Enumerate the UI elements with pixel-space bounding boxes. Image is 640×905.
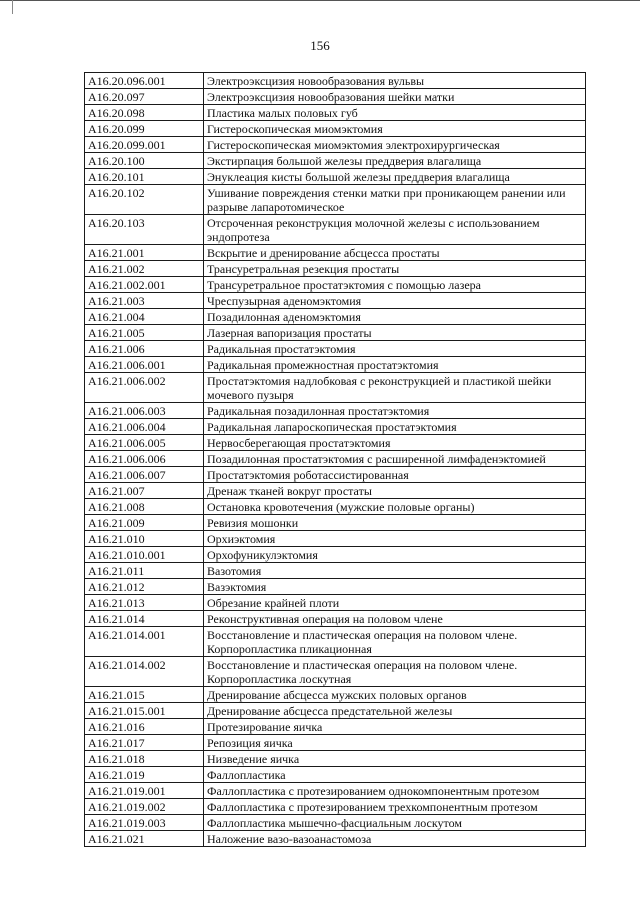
procedure-code: A16.20.100 bbox=[85, 153, 204, 169]
procedure-name: Дренаж тканей вокруг простаты bbox=[204, 483, 586, 499]
procedure-name: Трансуретральное простатэктомия с помощью лазера bbox=[204, 277, 586, 293]
procedure-code: A16.21.007 bbox=[85, 483, 204, 499]
procedure-code: A16.21.015.001 bbox=[85, 703, 204, 719]
procedure-code: A16.21.011 bbox=[85, 563, 204, 579]
table-row bbox=[85, 627, 586, 657]
procedure-code: A16.20.096.001 bbox=[85, 73, 204, 89]
procedure-code: A16.21.015 bbox=[85, 687, 204, 703]
procedure-code: A16.21.018 bbox=[85, 751, 204, 767]
table-row bbox=[85, 435, 586, 451]
table-row bbox=[85, 687, 586, 703]
table-row bbox=[85, 751, 586, 767]
table-row bbox=[85, 325, 586, 341]
procedure-name: Фаллопластика с протезированием однокомпонентным протезом bbox=[204, 783, 586, 799]
procedure-name: Репозиция яичка bbox=[204, 735, 586, 751]
procedure-code: A16.21.002 bbox=[85, 261, 204, 277]
procedure-name: Простатэктомия роботассистированная bbox=[204, 467, 586, 483]
procedure-code: A16.20.097 bbox=[85, 89, 204, 105]
table-row bbox=[85, 169, 586, 185]
procedure-name: Фаллопластика мышечно-фасциальным лоскутом bbox=[204, 815, 586, 831]
table-row bbox=[85, 499, 586, 515]
procedure-name: Наложение вазо-вазоанастомоза bbox=[204, 831, 586, 847]
table-row bbox=[85, 419, 586, 435]
procedure-name: Радикальная простатэктомия bbox=[204, 341, 586, 357]
page-corner-mark bbox=[12, 0, 13, 14]
procedure-code: A16.20.099.001 bbox=[85, 137, 204, 153]
table-row bbox=[85, 611, 586, 627]
procedure-name: Орхофуникулэктомия bbox=[204, 547, 586, 563]
table-row bbox=[85, 515, 586, 531]
procedure-code: A16.20.099 bbox=[85, 121, 204, 137]
procedure-name: Гистероскопическая миомэктомия электрохирургическая bbox=[204, 137, 586, 153]
table-row bbox=[85, 703, 586, 719]
procedure-name: Восстановление и пластическая операция на половом члене. Корпоропластика пликационная bbox=[204, 627, 586, 657]
table-row bbox=[85, 277, 586, 293]
procedure-name: Протезирование яичка bbox=[204, 719, 586, 735]
procedure-table-body bbox=[85, 73, 586, 847]
table-row bbox=[85, 357, 586, 373]
table-row bbox=[85, 799, 586, 815]
procedure-code: A16.21.006.001 bbox=[85, 357, 204, 373]
procedure-code: A16.21.019.001 bbox=[85, 783, 204, 799]
table-row bbox=[85, 309, 586, 325]
procedure-name: Обрезание крайней плоти bbox=[204, 595, 586, 611]
procedure-code: A16.21.016 bbox=[85, 719, 204, 735]
procedure-code: A16.21.010.001 bbox=[85, 547, 204, 563]
procedure-code: A16.21.012 bbox=[85, 579, 204, 595]
procedure-name: Пластика малых половых губ bbox=[204, 105, 586, 121]
procedure-name: Фаллопластика bbox=[204, 767, 586, 783]
procedure-name: Низведение яичка bbox=[204, 751, 586, 767]
table-row bbox=[85, 767, 586, 783]
table-row bbox=[85, 719, 586, 735]
procedure-name: Дренирование абсцесса мужских половых органов bbox=[204, 687, 586, 703]
procedure-code: A16.21.013 bbox=[85, 595, 204, 611]
procedure-name: Вскрытие и дренирование абсцесса простаты bbox=[204, 245, 586, 261]
table-row bbox=[85, 185, 586, 215]
procedure-code: A16.21.006.003 bbox=[85, 403, 204, 419]
table-row bbox=[85, 261, 586, 277]
procedure-name: Позадилонная простатэктомия с расширенной лимфаденэктомией bbox=[204, 451, 586, 467]
table-row bbox=[85, 105, 586, 121]
procedure-name: Вазэктомия bbox=[204, 579, 586, 595]
table-row bbox=[85, 657, 586, 687]
procedure-name: Гистероскопическая миомэктомия bbox=[204, 121, 586, 137]
table-row bbox=[85, 451, 586, 467]
procedure-code: A16.21.006.004 bbox=[85, 419, 204, 435]
procedure-name: Восстановление и пластическая операция на половом члене. Корпоропластика лоскутная bbox=[204, 657, 586, 687]
procedure-code: A16.21.006.007 bbox=[85, 467, 204, 483]
table-row bbox=[85, 153, 586, 169]
table-row bbox=[85, 595, 586, 611]
procedure-code: A16.21.006.002 bbox=[85, 373, 204, 403]
procedure-name: Отсроченная реконструкция молочной железы с использованием эндопротеза bbox=[204, 215, 586, 245]
procedure-code: A16.21.019.002 bbox=[85, 799, 204, 815]
table-row bbox=[85, 121, 586, 137]
procedure-code: A16.20.098 bbox=[85, 105, 204, 121]
procedure-name: Дренирование абсцесса предстательной железы bbox=[204, 703, 586, 719]
table-row bbox=[85, 89, 586, 105]
procedure-code: A16.20.102 bbox=[85, 185, 204, 215]
procedure-code: A16.21.019 bbox=[85, 767, 204, 783]
page-top-edge bbox=[0, 0, 640, 1]
procedure-code: A16.20.101 bbox=[85, 169, 204, 185]
procedure-code: A16.21.004 bbox=[85, 309, 204, 325]
procedure-name: Орхиэктомия bbox=[204, 531, 586, 547]
procedure-code: A16.21.006.006 bbox=[85, 451, 204, 467]
procedure-name: Реконструктивная операция на половом члене bbox=[204, 611, 586, 627]
table-row bbox=[85, 137, 586, 153]
procedure-name: Трансуретральная резекция простаты bbox=[204, 261, 586, 277]
table-row bbox=[85, 831, 586, 847]
procedure-code: A16.21.008 bbox=[85, 499, 204, 515]
procedure-name: Ревизия мошонки bbox=[204, 515, 586, 531]
procedure-code: A16.21.010 bbox=[85, 531, 204, 547]
table-row bbox=[85, 403, 586, 419]
page-number: 156 bbox=[310, 38, 330, 53]
procedure-name: Радикальная лапароскопическая простатэктомия bbox=[204, 419, 586, 435]
table-row bbox=[85, 783, 586, 799]
procedure-name: Электроэксцизия новообразования шейки матки bbox=[204, 89, 586, 105]
procedure-table bbox=[84, 72, 586, 847]
procedure-name: Простатэктомия надлобковая с реконструкцией и пластикой шейки мочевого пузыря bbox=[204, 373, 586, 403]
table-row bbox=[85, 73, 586, 89]
procedure-code: A16.21.005 bbox=[85, 325, 204, 341]
procedure-code: A16.21.014.002 bbox=[85, 657, 204, 687]
procedure-code: A16.21.017 bbox=[85, 735, 204, 751]
procedure-code: A16.21.006.005 bbox=[85, 435, 204, 451]
procedure-code: A16.21.014.001 bbox=[85, 627, 204, 657]
table-row bbox=[85, 341, 586, 357]
table-row bbox=[85, 547, 586, 563]
procedure-name: Чреспузырная аденомэктомия bbox=[204, 293, 586, 309]
table-row bbox=[85, 245, 586, 261]
table-row bbox=[85, 293, 586, 309]
table-row bbox=[85, 215, 586, 245]
procedure-name: Ушивание повреждения стенки матки при проникающем ранении или разрыве лапаротомическое bbox=[204, 185, 586, 215]
table-row bbox=[85, 467, 586, 483]
table-row bbox=[85, 579, 586, 595]
table-row bbox=[85, 531, 586, 547]
procedure-name: Радикальная промежностная простатэктомия bbox=[204, 357, 586, 373]
procedure-name: Энуклеация кисты большой железы преддверия влагалища bbox=[204, 169, 586, 185]
procedure-name: Радикальная позадилонная простатэктомия bbox=[204, 403, 586, 419]
procedure-name: Остановка кровотечения (мужские половые органы) bbox=[204, 499, 586, 515]
procedure-code: A16.20.103 bbox=[85, 215, 204, 245]
procedure-name: Нервосберегающая простатэктомия bbox=[204, 435, 586, 451]
procedure-code: A16.21.002.001 bbox=[85, 277, 204, 293]
procedure-name: Позадилонная аденомэктомия bbox=[204, 309, 586, 325]
procedure-code: A16.21.006 bbox=[85, 341, 204, 357]
procedure-name: Электроэксцизия новообразования вульвы bbox=[204, 73, 586, 89]
procedure-code: A16.21.003 bbox=[85, 293, 204, 309]
table-row bbox=[85, 735, 586, 751]
table-row bbox=[85, 563, 586, 579]
table-row bbox=[85, 483, 586, 499]
procedure-name: Фаллопластика с протезированием трехкомпонентным протезом bbox=[204, 799, 586, 815]
procedure-name: Лазерная вапоризация простаты bbox=[204, 325, 586, 341]
table-row bbox=[85, 815, 586, 831]
procedure-code: A16.21.019.003 bbox=[85, 815, 204, 831]
procedure-code: A16.21.014 bbox=[85, 611, 204, 627]
procedure-name: Экстирпация большой железы преддверия влагалища bbox=[204, 153, 586, 169]
procedure-code: A16.21.009 bbox=[85, 515, 204, 531]
procedure-code: A16.21.001 bbox=[85, 245, 204, 261]
procedure-name: Вазотомия bbox=[204, 563, 586, 579]
table-row bbox=[85, 373, 586, 403]
procedure-code: A16.21.021 bbox=[85, 831, 204, 847]
